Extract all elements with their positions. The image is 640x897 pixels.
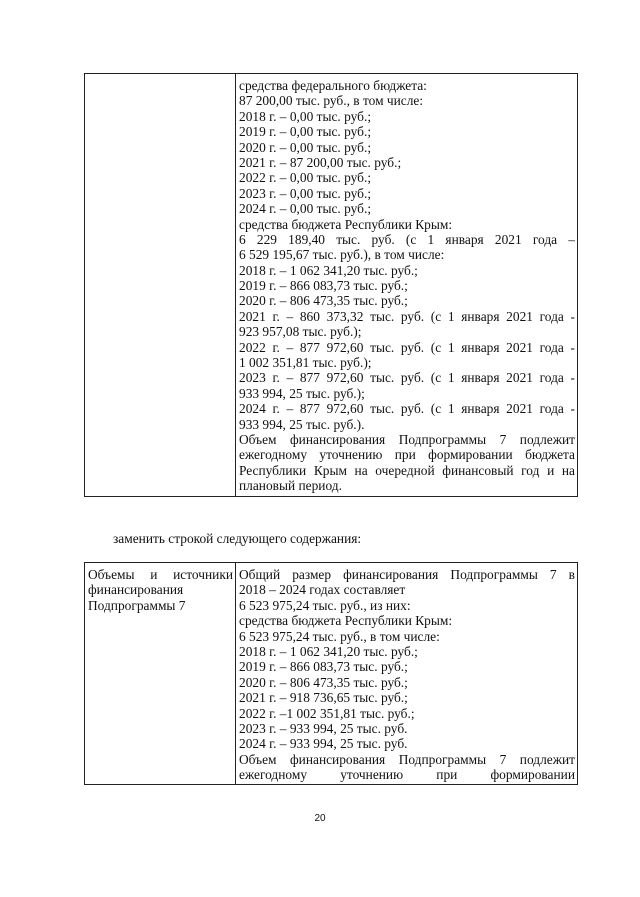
text-line: 2021 г. – 860 373,32 тыс. руб. (с 1 января 2021 года - [239,308,575,324]
text-line: 2018 г. – 1 062 341,20 тыс. руб.; [239,262,418,278]
text-line: 1 002 351,81 тыс. руб.); [239,355,372,371]
text-line: 2021 г. – 87 200,00 тыс. руб.; [239,154,402,170]
text-line: Подпрограммы 7 [88,597,186,613]
text-line: ежегодному уточнению при формировании [239,767,575,783]
table-right-cell [236,563,578,785]
funding-details-old [236,74,577,496]
text-line: плановый период. [239,478,342,494]
text-line: 2024 г. – 0,00 тыс. руб.; [239,201,372,217]
text-line: ежегодному уточнению при формировании бюджета [239,447,575,463]
text-line: 2023 г. – 0,00 тыс. руб.; [239,185,372,201]
text-line: средства федерального бюджета: [239,78,427,93]
text-line: 2019 г. – 866 083,73 тыс. руб.; [239,659,408,675]
text-line: 6 523 975,24 тыс. руб., в том числе: [239,628,440,644]
text-line: 2019 г. – 0,00 тыс. руб.; [239,124,372,140]
text-line: 923 957,08 тыс. руб.); [239,324,362,340]
text-line: Объем финансирования Подпрограммы 7 подлежит [239,751,575,767]
text-line: 2021 г. – 918 736,65 тыс. руб.; [239,690,408,706]
text-line: 6 529 195,67 тыс. руб.), в том числе: [239,247,445,263]
text-line: средства бюджета Республики Крым: [239,613,453,629]
table-row [85,74,578,497]
text-line: финансирования [88,582,184,598]
text-line: 2022 г. – 877 972,60 тыс. руб. (с 1 января 2021 года - [239,339,575,355]
text-line: Объемы и источники [88,567,233,582]
text-line: 2024 г. – 933 994, 25 тыс. руб. [239,736,408,752]
text-line: 87 200,00 тыс. руб., в том числе: [239,93,424,109]
text-line: 2019 г. – 866 083,73 тыс. руб.; [239,278,408,294]
table-row [85,563,578,785]
text-line: 2020 г. – 0,00 тыс. руб.; [239,139,372,155]
text-line: Республики Крым на очередной финансовый год и на [239,462,575,478]
funding-label [85,563,235,615]
text-line: 2022 г. –1 002 351,81 тыс. руб.; [239,705,415,721]
left-cell-text [85,74,235,80]
funding-details-new [236,563,577,784]
text-line: 2020 г. – 806 473,35 тыс. руб.; [239,293,408,309]
text-line: Объем финансирования Подпрограммы 7 подлежит [239,431,575,447]
table-left-cell [85,563,236,785]
text-line: 2018 г. – 1 062 341,20 тыс. руб.; [239,643,418,659]
text-line: 2022 г. – 0,00 тыс. руб.; [239,170,372,186]
text-line: 6 523 975,24 тыс. руб., из них: [239,597,411,613]
text-line: средства бюджета Республики Крым: [239,216,453,232]
page-number: 20 [314,813,326,824]
text-line: Общий размер финансирования Подпрограммы 7 в [239,567,575,582]
funding-table-old [84,73,578,497]
text-line: 2024 г. – 877 972,60 тыс. руб. (с 1 января 2021 года - [239,401,575,417]
text-line: 2018 г. – 0,00 тыс. руб.; [239,108,372,124]
text-line: 2023 г. – 933 994, 25 тыс. руб. [239,720,408,736]
funding-table-new [84,562,578,785]
text-line: 933 994, 25 тыс. руб.); [239,385,365,401]
text-line: 6 229 189,40 тыс. руб. (с 1 января 2021 года – [239,231,575,247]
text-line: 2023 г. – 877 972,60 тыс. руб. (с 1 января 2021 года - [239,370,575,386]
replacement-instruction: заменить строкой следующего содержания: [113,531,362,546]
table-left-cell-empty [85,74,236,497]
table-right-cell [236,74,578,497]
text-line: 2020 г. – 806 473,35 тыс. руб.; [239,674,408,690]
text-line: 933 994, 25 тыс. руб.). [239,416,365,432]
text-line: 2018 – 2024 годах составляет [239,582,406,598]
